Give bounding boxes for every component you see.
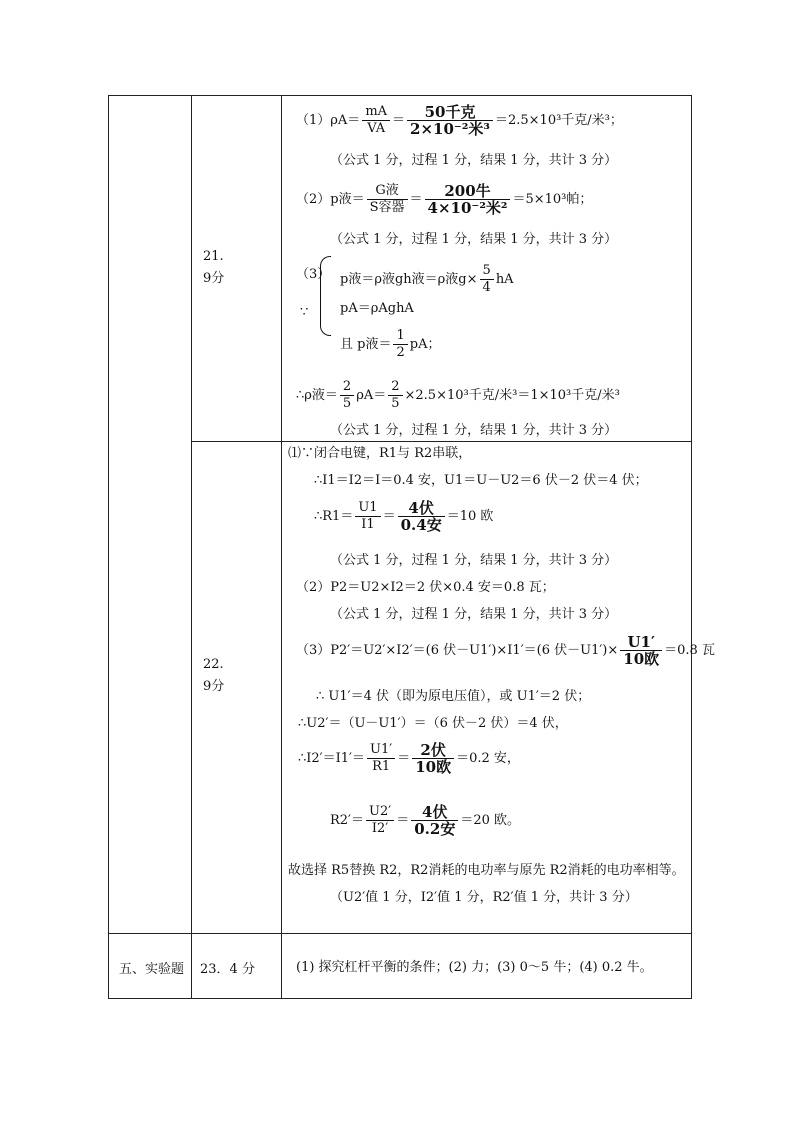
question-23-label-cell [192,934,282,999]
q22-part3-equation: （3）P2′＝U2′×I2′＝(6 伏－U1′)×I1′＝(6 伏－U1′)× $\frac{U1'}{\text{10欧}}$ ＝0.8 瓦 [296,633,715,668]
question-23-solution [282,934,692,999]
q21-part1-score: （公式 1 分，过程 1 分，结果 1 分，共计 3 分） [330,153,618,168]
question-21-label-cell [192,96,282,442]
q21-part1-formula: （1）ρA＝ $\frac{mA}{VA}$ ＝ $\frac{\text{50千克}}{\text{2×10⁻²米³}}$ ＝2.5×10³千克/米³； [296,103,623,138]
q21-part3-eq1: p液＝ρ液gh液＝ρ液g× $\frac{5}{4}$ hA [340,263,514,295]
q22-part1-currents: ∴I1＝I2＝I＝0.4 安，U1＝U－U2＝6 伏－2 伏＝4 伏； [314,473,648,488]
q22-conclusion: 故选择 R5替换 R2，R2消耗的电功率与原先 R2消耗的电功率相等。 [288,863,685,878]
q21-part2-score: （公式 1 分，过程 1 分，结果 1 分，共计 3 分） [330,232,618,247]
q21-part3-eq2: pA＝ρAghA [340,301,414,316]
section-label-experiment: 五、实验题 [119,962,185,977]
q22-part3-score: （U2′值 1 分，I2′值 1 分，R2′值 1 分，共计 3 分） [330,890,638,905]
q21-part3-label: （3） [296,267,331,282]
question-22-row [109,442,692,934]
q22-part2-power: （2）P2＝U2×I2＝2 伏×0.4 安＝0.8 瓦； [296,580,555,595]
section-cell-empty [109,96,192,934]
q22-part1-premise: ⑴∵闭合电键，R1与 R2串联， [288,446,472,461]
q21-part3-result: ∴ρ液＝ $\frac{2}{5}$ ρA＝ $\frac{2}{5}$ ×2.5×10³千克/米³＝1×10³千克/米³ [296,379,620,411]
q22-part1-resistance: ∴R1＝ $\frac{U1}{I1}$ ＝ $\frac{\text{4伏}}{\text{0.4安}}$ ＝10 欧 [314,499,494,534]
q22-part1-score: （公式 1 分，过程 1 分，结果 1 分，共计 3 分） [330,553,618,568]
question-22-label-cell [192,442,282,934]
q21-part3-eq3: 且 p液＝ $\frac{1}{2}$ pA； [340,328,441,360]
q22-part3-current: ∴I2′＝I1′＝ $\frac{U1'}{R1}$ ＝ $\frac{\text{2伏}}{\text{10欧}}$ ＝0.2 安， [298,741,520,776]
q22-part3-u2: ∴U2′＝（U－U1′）＝（6 伏－2 伏）＝4 伏， [298,716,568,731]
because-symbol: ∵ [300,305,309,320]
question-23-label: 23．4 分 [200,962,255,977]
grading-table [108,95,715,999]
question-21-row [109,96,692,442]
q22-part2-score: （公式 1 分，过程 1 分，结果 1 分，共计 3 分） [330,607,618,622]
q21-part2-formula: （2）p液＝ $\frac{\text{G液}}{\text{S容器}}$ ＝ $\frac{\text{200牛}}{\text{4×10⁻²米²}}$ ＝5×10³帕； [296,182,593,217]
system-brace [320,256,331,336]
q22-part3-voltage: ∴ U1′＝4 伏（即为原电压值），或 U1′＝2 伏； [316,689,591,704]
question-23-row [109,934,692,999]
section-experiment-cell [109,934,192,999]
question-21-number: 21. [203,249,224,264]
q22-part3-resistance: R2′＝ $\frac{U2'}{I2'}$ ＝ $\frac{\text{4伏}}{\text{0.2安}}$ ＝20 欧。 [330,803,521,838]
q21-part3-score: （公式 1 分，过程 1 分，结果 1 分，共计 3 分） [330,423,618,438]
q23-answer: (1) 探究杠杆平衡的条件；(2) 力；(3) 0～5 牛；(4) 0.2 牛。 [296,960,653,975]
question-22-solution [282,442,715,934]
question-21-points: 9分 [203,271,225,286]
question-22-points: 9分 [203,679,225,694]
question-22-number: 22. [203,657,224,672]
question-21-solution [282,96,692,442]
